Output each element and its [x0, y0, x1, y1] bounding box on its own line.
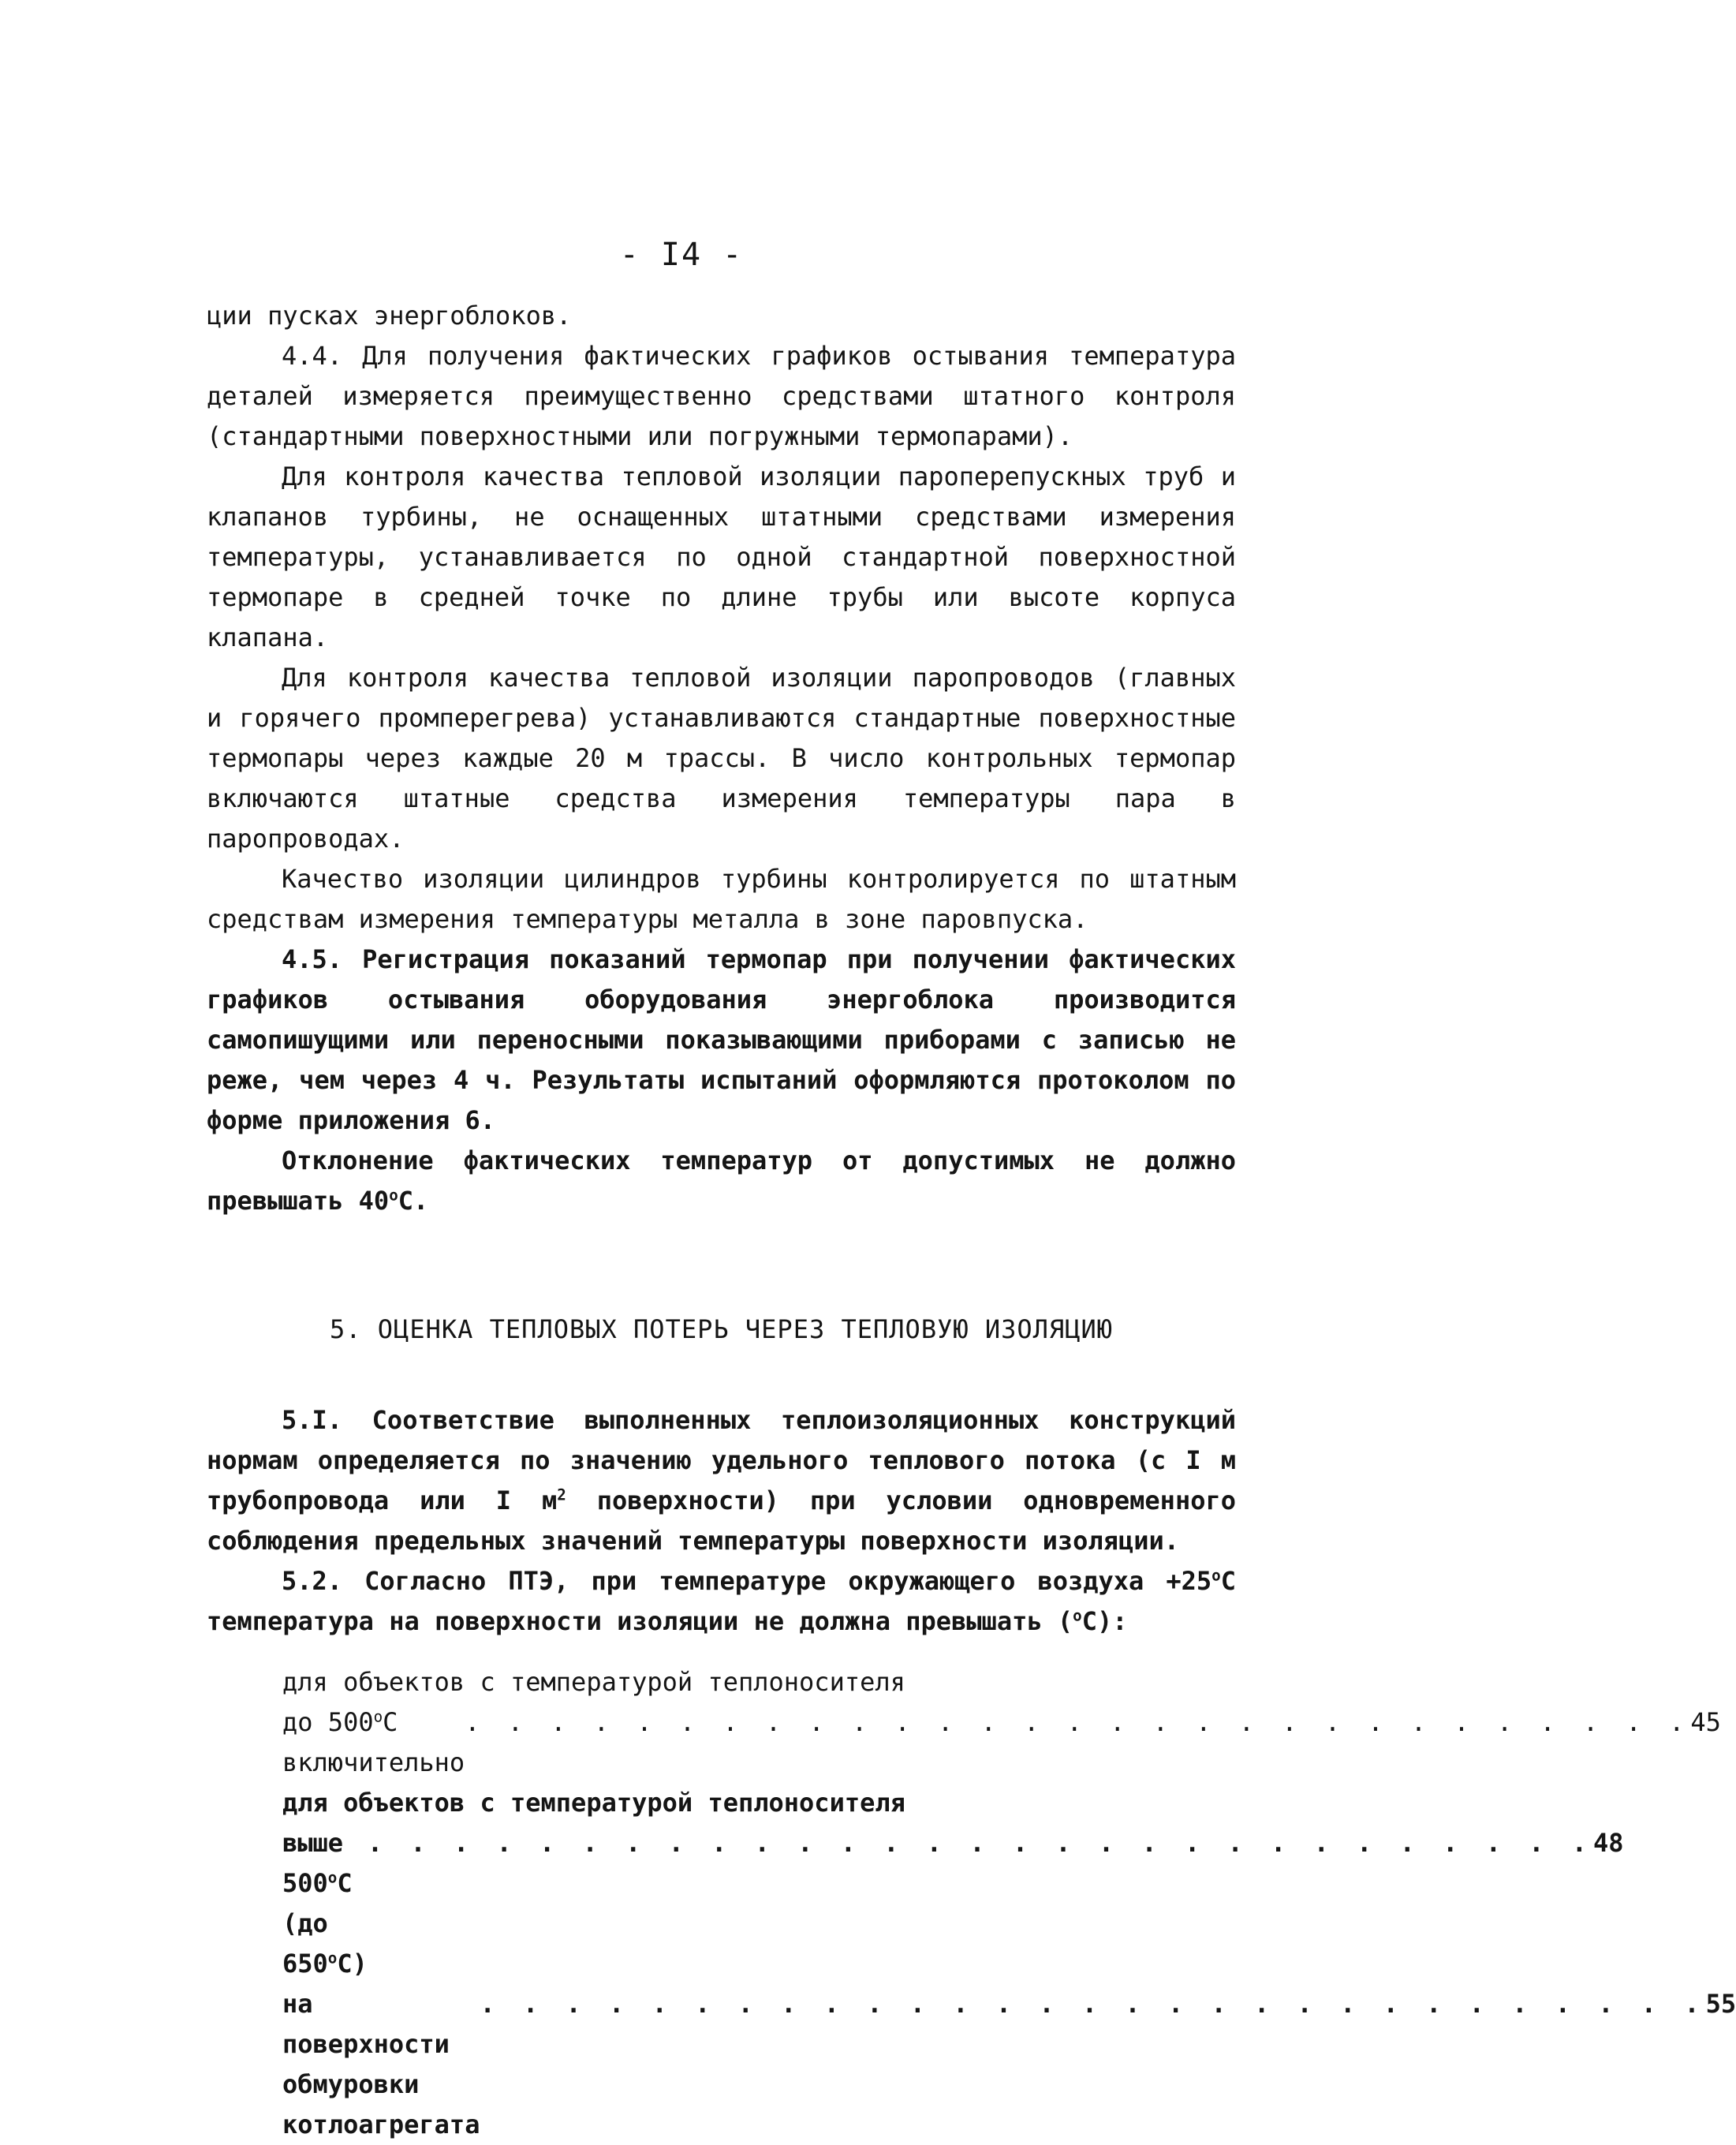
- leader-dots: . . . . . . . . . . . . . . . . . . . . . . . . . . . . .: [367, 1828, 1594, 1858]
- paragraph-cylinder-insulation: Качество изоляции цилиндров турбины контролируется по штатным средствам измерения температуры металла в зоне паровпуска.: [207, 864, 1236, 934]
- paragraph-steam-bypass-pipes: Для контроля качества тепловой изоляции пароперепускных труб и клапанов турбины, не оснащенных штатными средствами измерения температуры, устанавливается по одной стандартной поверхностной термопаре в средней точке по длине трубы или высоте корпуса клапана.: [207, 462, 1236, 652]
- paragraph-5-1: [207, 1400, 1236, 1561]
- paragraph-continuation: ции пусках энергоблоков.: [207, 301, 572, 331]
- section-5-title: 5. ОЦЕНКА ТЕПЛОВЫХ ПОТЕРЬ ЧЕРЕЗ ТЕПЛОВУЮ ИЗОЛЯЦИЮ: [329, 1314, 1113, 1344]
- norm-text: С): [337, 1949, 368, 1979]
- paragraph-steam-lines: Для контроля качества тепловой изоляции паропроводов (главных и горячего промперегрева) устанавливаются стандартные поверхностные термопары через каждые 20 м трассы. В число контрольных термопар включаются штатные средства измерения температуры пара в паропроводах.: [207, 663, 1236, 854]
- deviation-unit: С.: [398, 1186, 429, 1216]
- norm-description: [282, 1823, 368, 1984]
- norm-text: С (до 650: [282, 1868, 353, 1979]
- norm-text: до 500: [282, 1707, 374, 1737]
- norm-description: [282, 1702, 465, 1783]
- degree-mark: о: [1211, 1566, 1221, 1585]
- degree-mark: о: [1073, 1606, 1082, 1625]
- degree-mark: о: [327, 1868, 338, 1887]
- temperature-norms-list: [282, 1662, 1736, 2145]
- document-body: [207, 296, 1736, 2145]
- norm-value: 45: [1690, 1707, 1721, 1737]
- norm-text: выше 500: [282, 1828, 344, 1898]
- p52-text-c: С):: [1081, 1606, 1128, 1636]
- norm-description: на поверхности обмуровки котлоагрегата: [282, 1989, 480, 2139]
- norm-label: для объектов с температурой теплоносителя: [282, 1788, 905, 1818]
- degree-mark: о: [327, 1949, 338, 1967]
- paragraph-4-4: 4.4. Для получения фактических графиков остывания температура деталей измеряется преимущественно средствами штатного контроля (стандартными поверхностными или погружными термопарами).: [207, 341, 1236, 451]
- p52-text-b: С температура на поверхности изоляции не должна превышать (: [207, 1566, 1236, 1636]
- norm-value: 55: [1705, 1989, 1736, 2019]
- deviation-text: Отклонение фактических температур от допустимых не должно превышать 40: [207, 1145, 1236, 1216]
- degree-mark: о: [373, 1707, 383, 1726]
- paragraph-deviation: [207, 1141, 1236, 1221]
- paragraph-4-5: 4.5. Регистрация показаний термопар при получении фактических графиков остывания оборудования энергоблока производится самопишущими или переносными показывающими приборами с записью не реже, чем через 4 ч. Результаты испытаний оформляются протоколом по форме приложения 6.: [207, 944, 1236, 1135]
- leader-dots: . . . . . . . . . . . . . . . . . . . . . . . . . . . . .: [465, 1707, 1691, 1737]
- norm-row: [282, 1823, 1624, 1984]
- degree-mark: о: [389, 1186, 398, 1205]
- p52-text-a: 5.2. Согласно ПТЭ, при температуре окружающего воздуха +25: [282, 1566, 1212, 1596]
- page-number: - I4 -: [619, 237, 744, 273]
- norm-value: 48: [1593, 1828, 1624, 1858]
- norm-text: С включительно: [282, 1707, 465, 1777]
- p51-text-end: поверхности) при условии одновременного соблюдения предельных значений температуры поверхности изоляции.: [207, 1485, 1237, 1556]
- p51-text: 5.I. Соответствие выполненных теплоизоляционных конструкций нормам определяется по значению удельного теплового потока (с I м трубопровода или I м: [207, 1405, 1236, 1515]
- paragraph-5-2: [207, 1561, 1236, 1642]
- leader-dots: . . . . . . . . . . . . . . . . . . . . . . . . . . . . .: [480, 1989, 1706, 2019]
- norm-row: [282, 1984, 1736, 2145]
- norm-label: для объектов с температурой теплоносителя: [282, 1667, 905, 1697]
- square-mark: 2: [557, 1485, 566, 1504]
- norm-row: [282, 1702, 1721, 1783]
